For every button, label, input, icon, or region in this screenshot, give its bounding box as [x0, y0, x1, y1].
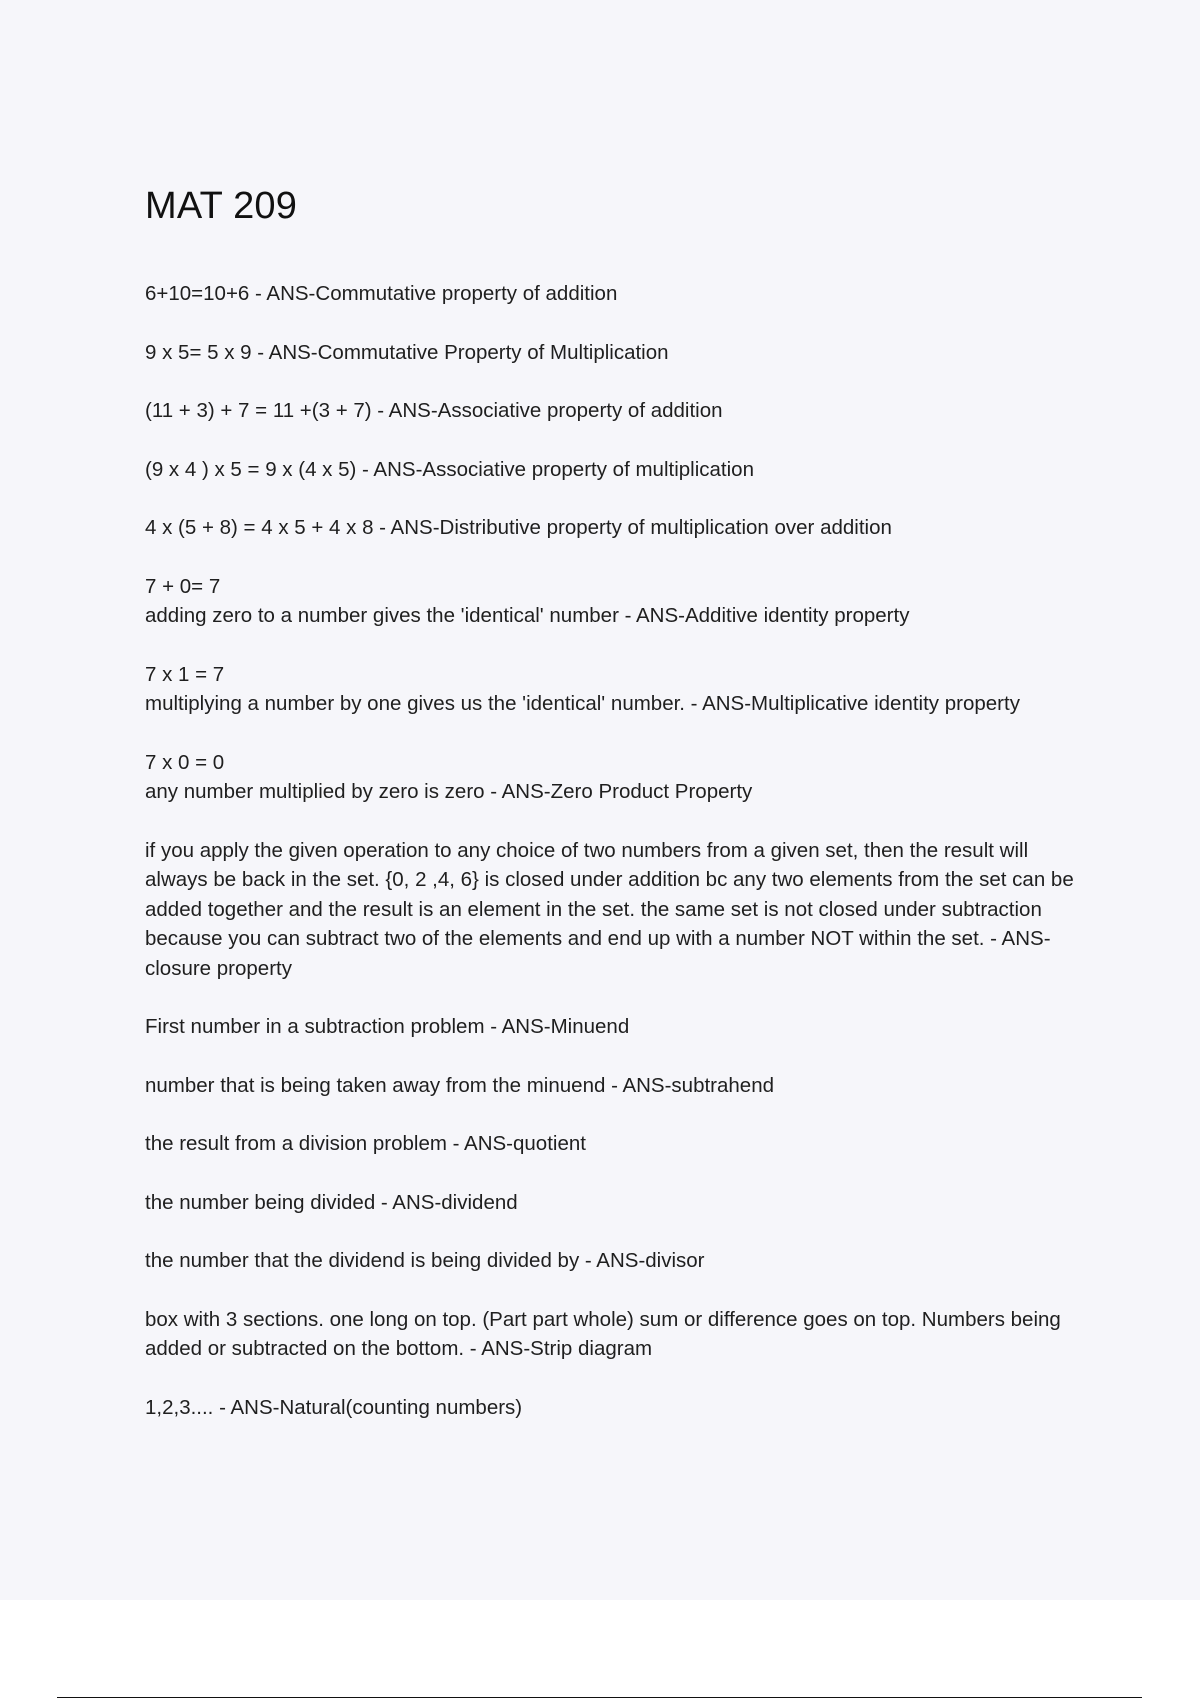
flashcard-item: (11 + 3) + 7 = 11 +(3 + 7) - ANS-Associative property of addition: [145, 399, 723, 422]
flashcard-item: 7 x 0 = 0 any number multiplied by zero is zero - ANS-Zero Product Property: [145, 750, 753, 803]
flashcard-item: box with 3 sections. one long on top. (Part part whole) sum or difference goes on top. Numbers being added or subtracted on the bottom. - ANS-Strip diagram: [145, 1307, 1067, 1360]
flashcard-item: if you apply the given operation to any choice of two numbers from a given set, then the result will always be back in the set. {0, 2 ,4, 6} is closed under addition bc any two elements from the set can be added together and the result is an element in the set. the same set is not closed under subtraction because you can subtract two of the elements and end up with a number NOT within the set. - ANS-closure property: [145, 838, 1080, 980]
flashcard-item: 1,2,3.... - ANS-Natural(counting numbers): [145, 1395, 523, 1419]
flashcard-item: 9 x 5= 5 x 9 - ANS-Commutative Property of Multiplication: [145, 340, 669, 364]
flashcard-item: (9 x 4 ) x 5 = 9 x (4 x 5) - ANS-Associative property of multiplication: [145, 457, 754, 481]
flashcard-item: First number in a subtraction problem - ANS-Minuend: [145, 1015, 630, 1038]
flashcard-item: the number that the dividend is being divided by - ANS-divisor: [145, 1249, 705, 1272]
flashcard-item: 7 + 0= 7 adding zero to a number gives the 'identical' number - ANS-Additive identity property: [145, 574, 910, 627]
flashcard-item: 4 x (5 + 8) = 4 x 5 + 4 x 8 - ANS-Distributive property of multiplication over addition: [145, 516, 892, 539]
footer-divider: [57, 1697, 1142, 1698]
flashcard-item: 7 x 1 = 7 multiplying a number by one gives us the 'identical' number. - ANS-Multiplicative identity property: [145, 662, 1020, 715]
page-title: MAT 209: [145, 185, 298, 227]
flashcard-item: number that is being taken away from the minuend - ANS-subtrahend: [145, 1073, 775, 1097]
flashcard-item: the number being divided - ANS-dividend: [145, 1190, 518, 1214]
flashcard-item: the result from a division problem - ANS-quotient: [145, 1132, 586, 1155]
flashcard-list: [145, 279, 1080, 1451]
flashcard-item: 6+10=10+6 - ANS-Commutative property of addition: [145, 282, 618, 305]
